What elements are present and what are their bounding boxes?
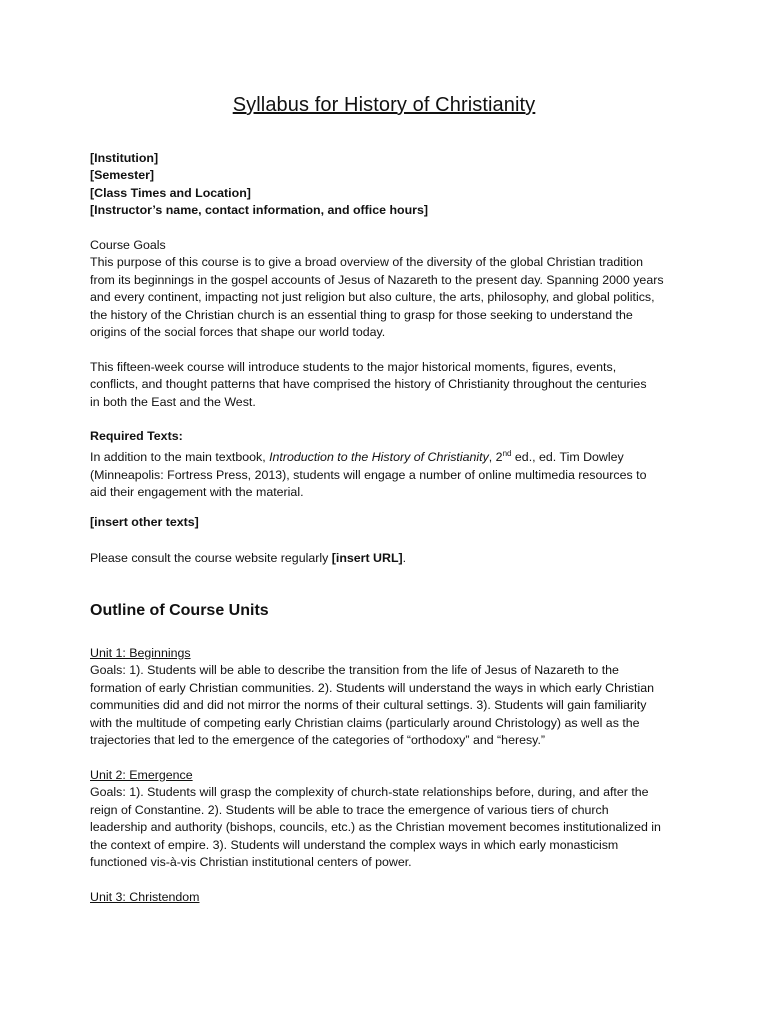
website-note-end: . [402,551,407,565]
unit-2-goals-line: leadership and authority (bishops, councils, etc.) as the Christian movement becomes institutionalized in [90,820,661,835]
unit-1-goals-line: with the multitude of competing early Christian claims (particularly around Christology) as well as the [90,715,640,730]
required-texts-line: (Minneapolis: Fortress Press, 2013), students will engage a number of online multimedia resources to [90,467,647,482]
required-texts-heading: Required Texts: [90,429,183,443]
other-texts-placeholder: [insert other texts] [90,515,199,529]
unit-2-goals-line: Goals: 1). Students will grasp the complexity of church-state relationships before, during, and after the [90,785,649,800]
unit-1-goals-line: communities did and did not mirror the norms of their cultural settings. 3). Students will gain familiarity [90,698,647,713]
required-texts-section [90,428,690,502]
website-note [90,550,690,567]
unit-1-goals-line: Goals: 1). Students will be able to describe the transition from the life of Jesus of Nazareth to the [90,663,619,678]
unit-2-section [90,767,690,871]
instructor-field: [Instructor’s name, contact information, and office hours] [90,203,429,218]
unit-2-goals-line: the context of empire. 3). Students will understand the complex ways in which early monasticism [90,837,619,852]
course-goals-heading: Course Goals [90,238,166,252]
unit-3-title: Unit 3: Christendom [90,890,200,904]
required-texts-line [90,445,690,467]
website-url-placeholder[interactable]: [insert URL] [331,551,403,565]
unit-2-goals-line: functioned vis-à-vis Christian institutional centers of power. [90,855,412,870]
header-fields [90,150,690,220]
course-goals-line: This purpose of this course is to give a broad overview of the diversity of the global Christian tradition [90,255,644,270]
course-goals-line: from its beginnings in the gospel accounts of Jesus of Nazareth to the present day. Spanning 2000 years [90,272,664,287]
edition-number: , 2 [488,450,503,465]
semester-field: [Semester] [90,168,155,183]
institution-field: [Institution] [90,151,159,165]
unit-2-goals-line: reign of Constantine. 2). Students will be able to trace the emergence of various tiers of church [90,802,609,817]
edition-editor: ed., ed. Tim Dowley [511,450,624,465]
textbook-title: Introduction to the History of Christianity [269,450,489,465]
course-goals-line: origins of the social forces that shape our world today. [90,325,386,340]
website-note-text: Please consult the course website regularly [90,551,332,565]
document-title: Syllabus for History of Christianity [232,94,536,116]
unit-1-goals-line: formation of early Christian communities. 2). Students will understand the ways in which early Christian [90,680,655,695]
overview-line: conflicts, and thought patterns that have comprised the history of Christianity throughout the centuries [90,377,647,392]
unit-1-title: Unit 1: Beginnings [90,646,191,660]
class-times-field: [Class Times and Location] [90,185,251,200]
edition-superscript: nd [502,449,512,459]
unit-2-title: Unit 2: Emergence [90,768,193,782]
overview-line: in both the East and the West. [90,394,256,409]
course-goals-section [90,237,690,341]
course-goals-line: the history of the Christian church is an essential thing to grasp for those seeking to understand the [90,307,633,322]
outline-heading: Outline of Course Units [90,602,269,619]
unit-1-goals-line: trajectories that led to the emergence of the categories of “orthodoxy” and “heresy.” [90,733,546,748]
overview-line: This fifteen-week course will introduce students to the major historical moments, figures, events, [90,360,617,374]
unit-3-section [90,889,690,906]
course-goals-line: and every continent, impacting not just religion but also culture, the arts, philosophy, and global politics, [90,290,655,305]
required-texts-line: aid their engagement with the material. [90,485,304,500]
unit-1-section [90,645,690,749]
overview-paragraph [90,359,690,411]
required-texts-intro: In addition to the main textbook, [90,450,270,465]
